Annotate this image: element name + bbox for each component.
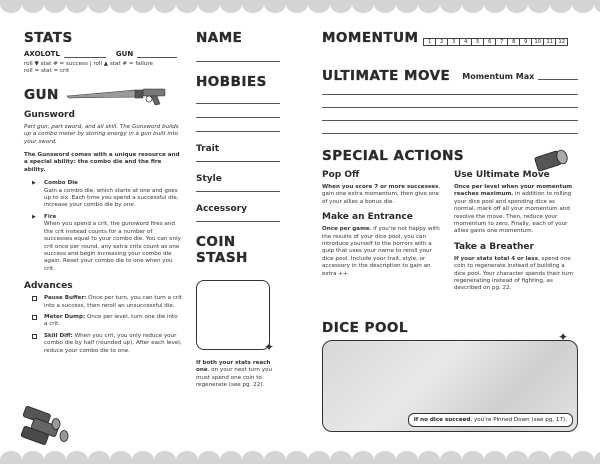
scallop-shape: [242, 0, 264, 13]
scallop-shape: [88, 451, 110, 464]
bullet-icon: ▶: [32, 180, 36, 187]
scallop-shape: [484, 0, 506, 13]
scallop-shape: [594, 451, 600, 464]
coin-note-bold: If both your stats reach one: [196, 360, 271, 374]
breather-text: [454, 256, 578, 293]
scallop-shape: [572, 0, 594, 13]
gunsword-intro: Part gun, part sword, and all skill. The Gunsword builds up a combo meter by storing energy in a gun built into your sword.: [24, 123, 179, 145]
gunsword-subtitle: Gunsword: [24, 109, 75, 120]
scallop-shape: [110, 0, 132, 13]
top-scallop-border: [0, 0, 600, 14]
scallop-shape: [66, 451, 88, 464]
momentum-cell[interactable]: 12: [555, 38, 568, 46]
scallop-shape: [176, 451, 198, 464]
advance-text: When you crit, you only reduce your combo die by half (rounded up). After each level, reduce your combo die to one.: [44, 332, 182, 354]
momentum-cell[interactable]: 1: [423, 38, 436, 46]
advance-checkbox[interactable]: [32, 296, 37, 301]
scallop-shape: [418, 451, 440, 464]
advance-name: Skill Diff:: [44, 332, 73, 339]
hobbies-field[interactable]: [196, 104, 280, 118]
stats-fields: [24, 50, 182, 58]
scallop-shape: [594, 0, 600, 13]
momentum-track: [424, 38, 568, 46]
middle-column: [196, 30, 280, 390]
scallop-shape: [154, 0, 176, 13]
combo-die-name: Combo Die: [44, 180, 78, 187]
hobbies-field[interactable]: [196, 90, 280, 104]
momentum-cell[interactable]: 10: [531, 38, 544, 46]
dice-pool-title: DICE POOL: [322, 320, 409, 336]
scallop-shape: [330, 0, 352, 13]
scallop-shape: [44, 451, 66, 464]
scallop-shape: [440, 451, 462, 464]
pop-off-text: [322, 184, 442, 206]
pop-off-bold: When you score 7 or more successes: [322, 184, 439, 190]
gun-header: [24, 84, 182, 106]
scallop-shape: [264, 0, 286, 13]
scallop-shape: [506, 0, 528, 13]
scallop-shape: [374, 451, 396, 464]
scallop-shape: [396, 0, 418, 13]
sparkle-icon: ✦: [263, 340, 274, 354]
scallop-shape: [484, 451, 506, 464]
advance-pause-buffer: [24, 295, 182, 310]
trait-label: Trait: [196, 144, 220, 154]
scallop-shape: [286, 451, 308, 464]
breather-rest: , spend one coin to regenerate instead of building a dice pool. Your character spends their turn regenerating instead of fighting, as described on pg. 22.: [454, 255, 574, 292]
scallop-shape: [550, 0, 572, 13]
use-ultimate-rest: , in addition to rolling your dice pool and spending dice as normal, mark off all your momentum and resolve the move. Then, reduce your momentum to zero. Finally, each of your allies gains one momentum.: [454, 191, 572, 235]
momentum-cell[interactable]: 2: [435, 38, 448, 46]
accessory-label: Accessory: [196, 204, 247, 214]
hobbies-lines: [196, 90, 280, 132]
ultimate-move-field[interactable]: [322, 121, 578, 134]
scallop-shape: [528, 451, 550, 464]
bullets-icon: [18, 404, 76, 448]
momentum-cell[interactable]: 4: [459, 38, 472, 46]
entrance-bold: Once per game: [322, 226, 370, 233]
breather-bold: If your stats total 4 or less: [454, 255, 538, 262]
scallop-shape: [220, 0, 242, 13]
scallop-shape: [154, 451, 176, 464]
momentum-cell[interactable]: 6: [483, 38, 496, 46]
scallop-shape: [462, 0, 484, 13]
advance-name: Meter Dump:: [44, 313, 86, 320]
use-ultimate-bold: Once per level when your momentum reaches maximum: [454, 184, 573, 198]
scallop-shape: [132, 451, 154, 464]
scallop-shape: [198, 0, 220, 13]
stats-title: STATS: [24, 30, 73, 46]
style-label: Style: [196, 174, 222, 184]
momentum-cell[interactable]: 7: [495, 38, 508, 46]
pinned-down-note: [408, 413, 573, 427]
pop-off-title: Pop Off: [322, 170, 360, 180]
special-right: [454, 170, 578, 293]
entrance-text: [322, 226, 442, 278]
pinned-bold: If no dice succeed: [413, 417, 471, 423]
gunsword-special: The Gunsword comes with a unique resource and a special ability: the combo die and the fire ability.: [24, 152, 180, 173]
use-ultimate-text: [454, 184, 578, 236]
combo-die-item: [24, 180, 182, 210]
roll-rule-2: roll = stat = crit: [24, 68, 70, 75]
advance-text: Once per level, turn one die into a crit.: [44, 313, 178, 328]
name-title: NAME: [196, 30, 243, 46]
scallop-shape: [66, 0, 88, 13]
scallop-shape: [264, 451, 286, 464]
name-field[interactable]: [196, 46, 280, 62]
bottom-scallop-border: [0, 450, 600, 464]
coin-stash-title: COIN STASH: [196, 234, 248, 266]
fire-name: Fire: [44, 213, 57, 220]
ultimate-move-title: ULTIMATE MOVE: [322, 68, 451, 84]
advance-checkbox[interactable]: [32, 334, 37, 339]
scallop-shape: [550, 451, 572, 464]
scallop-shape: [440, 0, 462, 13]
coin-note-rest: , on your next turn you must spend one coin to regenerate (see pg. 22).: [196, 367, 272, 389]
combo-die-text: Gain a combo die, which starts at one and goes up to six. Each time you spend a successful die, increase your combo die by one.: [44, 187, 179, 209]
bullet-icon: ▶: [32, 213, 36, 220]
entrance-rest: , if you're not happy with the results of your dice pool, you can introduce yourself to the horrors with a quip that uses your name to reroll your dice pool. Include your trait, style, or accessory in the description to gain an extra ++.: [322, 226, 440, 277]
gunsword-icon: [65, 84, 175, 106]
scallop-shape: [44, 0, 66, 13]
momentum-cell[interactable]: 3: [447, 38, 460, 46]
scallop-shape: [374, 0, 396, 13]
axolotl-stat-field[interactable]: [64, 50, 106, 58]
scallop-shape: [462, 451, 484, 464]
scallop-shape: [418, 0, 440, 13]
scallop-shape: [198, 451, 220, 464]
scallop-shape: [242, 451, 264, 464]
dice-pool-box[interactable]: [322, 340, 578, 432]
momentum-max-label: Momentum Max: [462, 71, 535, 81]
advances-title: Advances: [24, 281, 73, 292]
momentum-title: MOMENTUM: [322, 30, 419, 46]
fire-item: [24, 214, 182, 273]
style-field[interactable]: [196, 184, 280, 192]
advance-skill-diff: [24, 333, 182, 355]
ultimate-move-field[interactable]: [322, 108, 578, 121]
use-ultimate-title: Use Ultimate Move: [454, 170, 550, 180]
momentum-max-field[interactable]: [538, 72, 578, 80]
accessory-field[interactable]: [196, 214, 280, 222]
left-column: [24, 30, 182, 355]
advance-checkbox[interactable]: [32, 315, 37, 320]
gun-stat-field[interactable]: [137, 50, 177, 58]
scallop-shape: [572, 451, 594, 464]
momentum-cell[interactable]: 9: [519, 38, 532, 46]
advance-meter-dump: [24, 314, 182, 329]
momentum-cell[interactable]: 8: [507, 38, 520, 46]
scallop-shape: [352, 451, 374, 464]
special-left: [322, 170, 442, 278]
scallop-shape: [330, 451, 352, 464]
scallop-shape: [286, 0, 308, 13]
scallop-shape: [352, 0, 374, 13]
coin-note: [196, 360, 280, 390]
scallop-shape: [506, 451, 528, 464]
scallop-shape: [0, 0, 22, 13]
special-actions-title: SPECIAL ACTIONS: [322, 148, 465, 164]
momentum-cell[interactable]: 5: [471, 38, 484, 46]
momentum-cell[interactable]: 11: [543, 38, 556, 46]
pop-off-rest: , gain one extra momentum, then give one of your allies a bonus die.: [322, 184, 441, 205]
fire-text: When you spend a crit, the gunsword fires and the crit instead counts for a number of successes equal to your combo die. You can only crit once per round, any extra crits count as one success and begin increasing your combo die again. Reset your combo die to one when you crit.: [44, 221, 181, 272]
sparkle-icon: ✦: [558, 330, 569, 344]
breather-title: Take a Breather: [454, 241, 534, 252]
scallop-shape: [0, 451, 22, 464]
scallop-shape: [22, 451, 44, 464]
axolotl-label: AXOLOTL: [24, 50, 60, 58]
ultimate-move-field[interactable]: [322, 82, 578, 95]
trait-field[interactable]: [196, 154, 280, 162]
advance-name: Pause Buffer:: [44, 295, 87, 302]
hobbies-title: HOBBIES: [196, 74, 267, 90]
scallop-shape: [22, 0, 44, 13]
gun-label: GUN: [115, 50, 134, 58]
scallop-shape: [308, 451, 330, 464]
gun-title: GUN: [24, 86, 59, 103]
scallop-shape: [176, 0, 198, 13]
scallop-shape: [88, 0, 110, 13]
scallop-shape: [110, 451, 132, 464]
hobbies-field[interactable]: [196, 118, 280, 132]
roll-rule-1: roll ▼ stat # = success | roll ▲ stat # = failure: [24, 61, 153, 67]
advance-text: Once per turn, you can turn a crit into a success, then reroll an unsuccessful die.: [44, 295, 182, 309]
coin-stash-box[interactable]: [196, 280, 274, 354]
pinned-rest: , you're Pinned Down (see pg. 17).: [470, 417, 567, 423]
scallop-shape: [396, 451, 418, 464]
scallop-shape: [308, 0, 330, 13]
entrance-title: Make an Entrance: [322, 212, 413, 223]
ultimate-move-lines: [322, 82, 578, 134]
ultimate-move-field[interactable]: [322, 95, 578, 108]
scallop-shape: [528, 0, 550, 13]
scallop-shape: [132, 0, 154, 13]
scallop-shape: [220, 451, 242, 464]
